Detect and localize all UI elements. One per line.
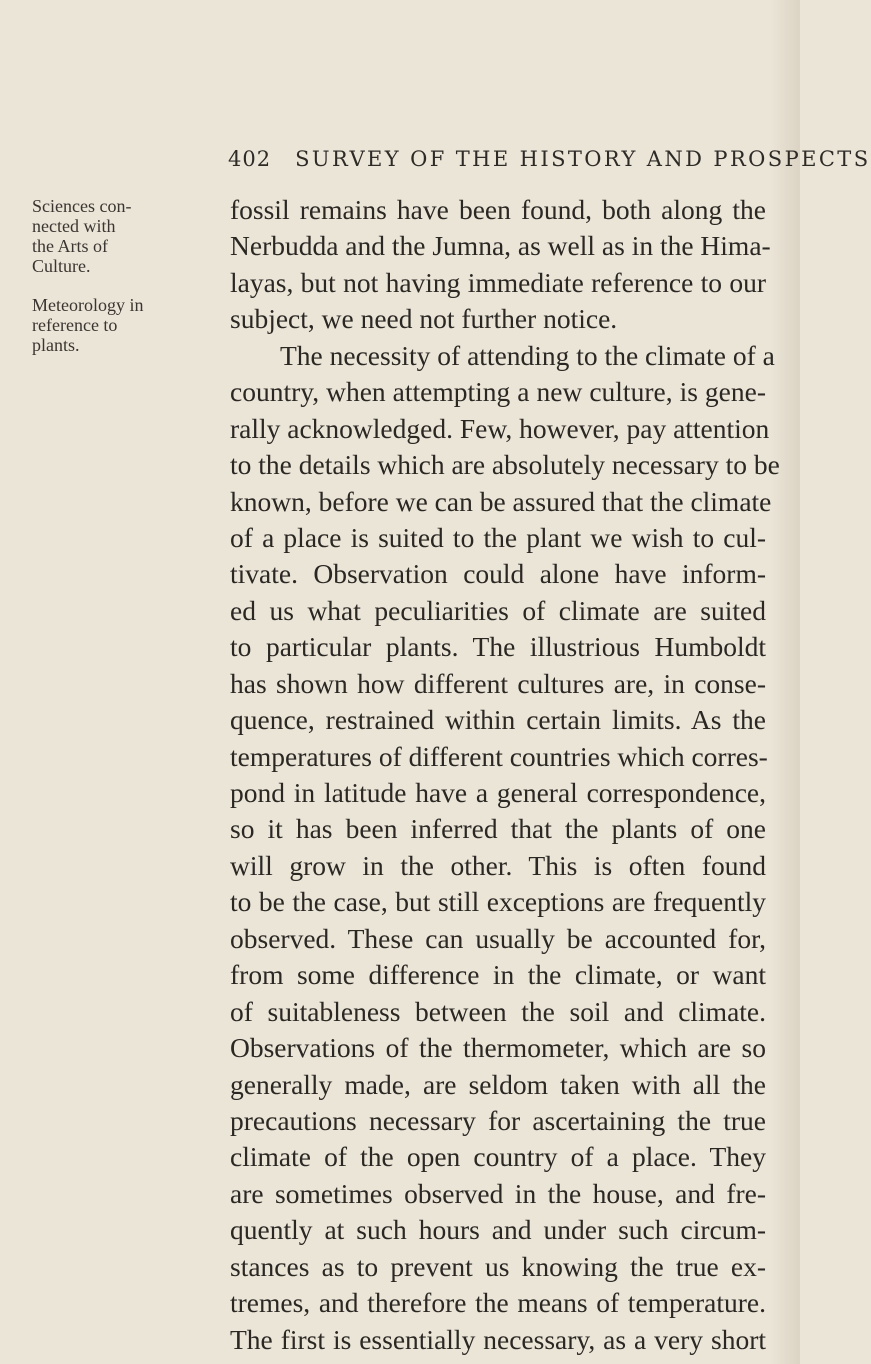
margin-note-line: Meteorology in [32, 295, 144, 315]
text-line: tivate. Observation could alone have inform- [230, 558, 766, 590]
margin-note-line: nected with [32, 216, 116, 236]
text-line: tremes, and therefore the means of temperature. [230, 1287, 766, 1319]
text-line: known, before we can be assured that the climate [230, 485, 772, 517]
page-number: 402 [228, 147, 272, 171]
text-line: stances as to prevent us knowing the true ex- [230, 1250, 766, 1282]
text-line: has shown how different cultures are, in conse- [230, 667, 766, 699]
margin-note-line: Sciences con- [32, 196, 132, 216]
text-line: The first is essentially necessary, as a very short [230, 1323, 766, 1355]
text-line: quently at such hours and under such circum- [230, 1214, 766, 1246]
text-line: climate of the open country of a place. They [230, 1141, 766, 1173]
text-line: so it has been inferred that the plants of one [230, 813, 766, 845]
text-line: The necessity of attending to the climate of a [280, 339, 775, 371]
text-line: Observations of the thermometer, which are so [230, 1032, 766, 1064]
text-line: to particular plants. The illustrious Humboldt [230, 631, 766, 663]
text-line: temperatures of different countries which corres- [230, 740, 768, 772]
text-line: of a place is suited to the plant we wish to cul- [230, 521, 766, 553]
margin-note-line: the Arts of [32, 236, 108, 256]
text-line: ed us what peculiarities of climate are suited [230, 594, 766, 626]
text-line: quence, restrained within certain limits. As the [230, 704, 766, 736]
running-title: SURVEY OF THE HISTORY AND PROSPECTS [295, 147, 871, 171]
text-line: from some difference in the climate, or want [230, 959, 766, 991]
margin-note-meteorology [32, 295, 143, 355]
text-line: will grow in the other. This is often found [230, 849, 766, 881]
text-line: fossil remains have been found, both along the [230, 194, 766, 225]
text-line: layas, but not having immediate reference to our [230, 266, 766, 298]
margin-note-line: Culture. [32, 256, 91, 276]
text-line: pond in latitude have a general correspondence, [230, 777, 766, 808]
text-line: Nerbudda and the Jumna, as well as in the Hima- [230, 230, 771, 262]
text-line: country, when attempting a new culture, is gene- [230, 376, 766, 408]
text-line: to be the case, but still exceptions are frequently [230, 886, 766, 918]
margin-note-line: plants. [32, 335, 80, 355]
text-line: are sometimes observed in the house, and fre- [230, 1177, 766, 1209]
text-line: generally made, are seldom taken with all the [230, 1068, 766, 1100]
text-line: subject, we need not further notice. [230, 303, 618, 335]
body-text [230, 192, 780, 1358]
text-line: to the details which are absolutely necessary to be [230, 449, 780, 481]
text-line: observed. These can usually be accounted for, [230, 922, 766, 954]
running-header [228, 147, 871, 171]
text-line: precautions necessary for ascertaining the true [230, 1104, 766, 1136]
text-line: rally acknowledged. Few, however, pay attention [230, 412, 770, 444]
text-line: of suitableness between the soil and climate. [230, 995, 766, 1027]
margin-note-sciences [32, 196, 131, 276]
margin-note-line: reference to [32, 315, 118, 335]
